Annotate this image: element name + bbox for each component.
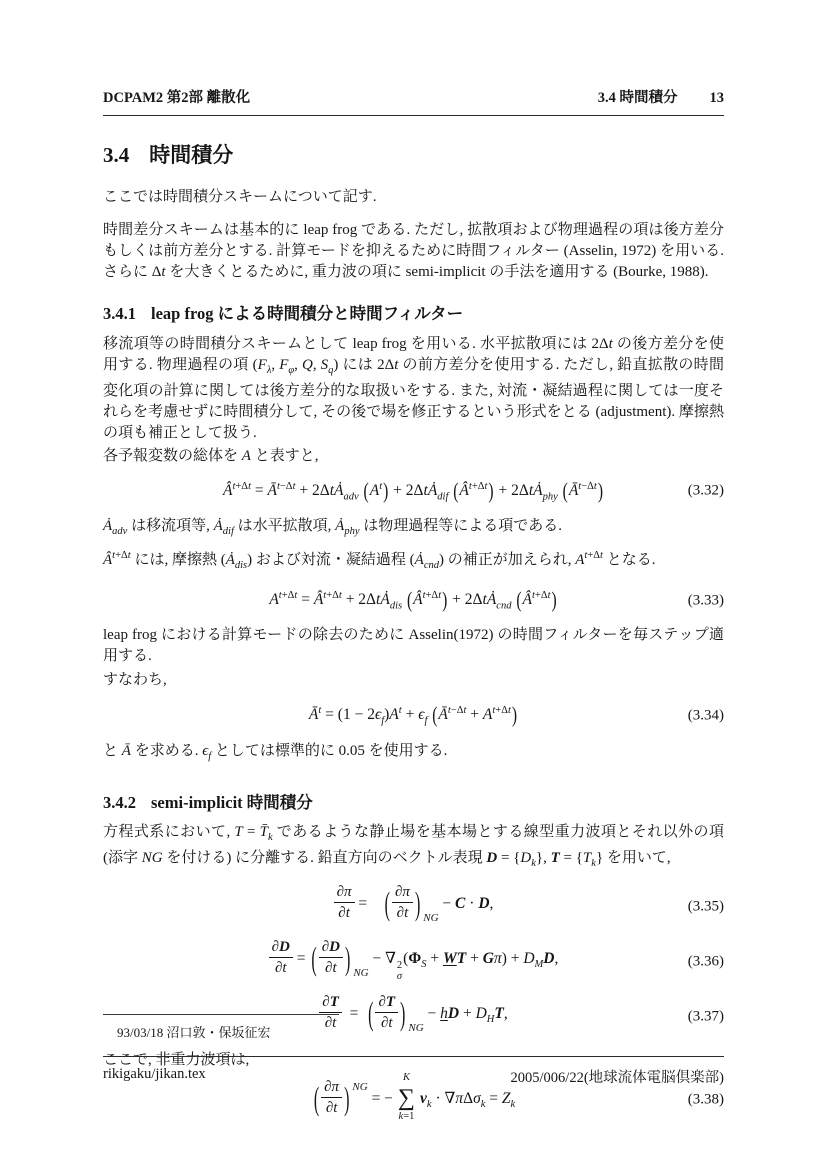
subsection-342-title-text: semi-implicit 時間積分 bbox=[151, 792, 313, 812]
overview-paragraph: 時間差分スキームは基本的に leap frog である. ただし, 拡散項および物理過程の項は後方差分もしくは前方差分とする. 計算モードを抑えるために時間フィルター (Asselin, 1972) を用いる. さらに Δt を大きくとるために, 重力波の項に semi-implicit の手法を適用する (Bourke, 1988). bbox=[103, 222, 724, 281]
running-header bbox=[103, 88, 724, 116]
intro-paragraph: ここでは時間積分スキームについて記す. bbox=[103, 189, 377, 206]
section-title-text: 時間積分 bbox=[149, 143, 234, 167]
equation-3-38-number: (3.38) bbox=[687, 1091, 724, 1108]
equation-3-35-number: (3.35) bbox=[687, 898, 724, 915]
equation-3-36-body: $\frac{\partial D}{\partial t}$ = ( $\frac{\partial D}{\partial t}$ ) $_{NG}$ − ∇ 2 σ ($\Phi_S$ + WT + $G\pi) + D_MD$, bbox=[269, 940, 559, 984]
equation-3-33 bbox=[103, 585, 724, 616]
equation-3-38-body: ( $\frac{\partial\pi}{\partial t}$ ) $^{NG}$ = − K ∑ k=1 $v_k \cdot \nabla\pi\Delta\sigma_k = Z_k$ bbox=[313, 1072, 516, 1122]
subsection-342-title bbox=[103, 793, 724, 814]
header-page-number: 13 bbox=[709, 90, 724, 106]
equation-3-36-number: (3.36) bbox=[687, 953, 724, 970]
subsection-342-number: 3.4.2 bbox=[103, 792, 136, 812]
sub1-note-1: $Ȧ_{adv}$ は移流項等, $Ȧ_{dif}$ は水平拡散項, $Ȧ_{phy}$ は物理過程等による項である. bbox=[103, 518, 562, 538]
footnote-text: 93/03/18 沼口敦・保坂征宏 bbox=[117, 1025, 271, 1040]
equation-3-32 bbox=[103, 476, 724, 507]
subsection-341-title bbox=[103, 304, 724, 325]
equation-3-33-body: $A^{t+\Delta t}$ = $Â^{t+\Delta t}$ + 2ΔtȦ$_{dis}$ $(Â^{t+\Delta t})$ + 2ΔtȦ$_{cnd}$ $(Â^{t+\Delta t})$ bbox=[269, 588, 557, 613]
equation-3-37-body: $\frac{\partial T}{\partial t}$ = ( $\frac{\partial T}{\partial t}$ ) $_{NG}$ − hD + $D_HT$, bbox=[319, 995, 507, 1039]
sub2-paragraph: 方程式系において, $T = T̄_k$ であるような静止場を基本場とする線型重力波項とそれ以外の項 (添字 NG を付ける) に分離する. 鉛直方向のベクトル表現 $D = \{D_k\}$, $T = \{T_k\}$ を用いて, bbox=[103, 824, 724, 870]
footnote-block bbox=[103, 1014, 724, 1041]
equation-3-34 bbox=[103, 700, 724, 731]
equation-3-34-body: $Ā^t = (1 - 2\epsilon_f)A^t + \epsilon_f$ $(Ā^{t-\Delta t} + A^{t+\Delta t})$ bbox=[308, 704, 518, 728]
footer-left: rikigaku/jikan.tex bbox=[103, 1066, 206, 1082]
sub1-paragraph: 移流項等の時間積分スキームとして leap frog を用いる. 水平拡散項には 2Δt の後方差分を使用する. 物理過程の項 ($F_\lambda$, $F_\varphi$, Q, $S_q$) には 2Δt の前方差分を使用する. ただし, 鉛直拡散の時間変化項の計算に関しては後方差分的な取扱いをする. また, 対流・凝結過程に関しては一度それらを考慮せずに時間積分して, その後で場を修正するという形式をとる (adjustment). 摩擦熱の項も補正として扱う. bbox=[103, 335, 724, 441]
equation-3-36 bbox=[103, 940, 724, 984]
equation-3-37-number: (3.37) bbox=[687, 1008, 724, 1025]
page-footer bbox=[103, 1056, 724, 1087]
footnote-rule bbox=[103, 1014, 339, 1015]
sub1-lead-sentence: 各予報変数の総体を A と表すと, bbox=[103, 447, 319, 464]
equation-3-32-number: (3.32) bbox=[687, 482, 724, 499]
subsection-341-title-text: leap frog による時間積分と時間フィルター bbox=[151, 304, 464, 324]
equation-3-35-body: $\frac{\partial\pi}{\partial t}$ = ( $\frac{\partial\pi}{\partial t}$ ) $_{NG}$ − C · D, bbox=[334, 885, 494, 929]
header-right bbox=[598, 88, 724, 109]
equation-3-32-body: $Â^{t+\Delta t}$ = $Ā^{t-\Delta t}$ + 2ΔtȦ$_{adv}$ $(A^t)$ + 2ΔtȦ$_{dif}$ $(Â^{t+\Delta t})$ + 2ΔtȦ$_{phy}$ $(Ā^{t-\Delta t})$ bbox=[223, 479, 603, 504]
equation-3-33-number: (3.33) bbox=[687, 592, 724, 609]
section-number: 3.4 bbox=[103, 143, 130, 167]
header-left: DCPAM2 第2部 離散化 bbox=[103, 90, 251, 106]
header-section-title: 3.4 時間積分 bbox=[597, 90, 678, 106]
sub1-tail-sentence: と Ā を求める. $\epsilon_f$ としては標準的に 0.05 を使用する. bbox=[103, 742, 448, 762]
asselin-paragraph: leap frog における計算モードの除去のために Asselin(1972) の時間フィルターを毎ステップ適用する. bbox=[103, 627, 724, 665]
page-content bbox=[103, 88, 724, 1135]
equation-3-34-number: (3.34) bbox=[687, 707, 724, 724]
subsection-341-number: 3.4.1 bbox=[103, 304, 136, 324]
section-title bbox=[103, 143, 724, 168]
sub2-lead-sentence: ここで, 非重力波項は, bbox=[103, 1052, 250, 1069]
sub1-note-2: $Â^{t+\Delta t}$ には, 摩擦熱 $(Ȧ_{dis})$ および対流・凝結過程 $(Ȧ_{cnd})$ の補正が加えられ, $A^{t+\Delta t}$ となる. bbox=[103, 550, 656, 572]
sunawachi-line: すなわち, bbox=[103, 672, 167, 689]
equation-3-35 bbox=[103, 885, 724, 929]
footer-right: 2005/006/22(地球流体電脳倶楽部) bbox=[510, 1070, 724, 1086]
